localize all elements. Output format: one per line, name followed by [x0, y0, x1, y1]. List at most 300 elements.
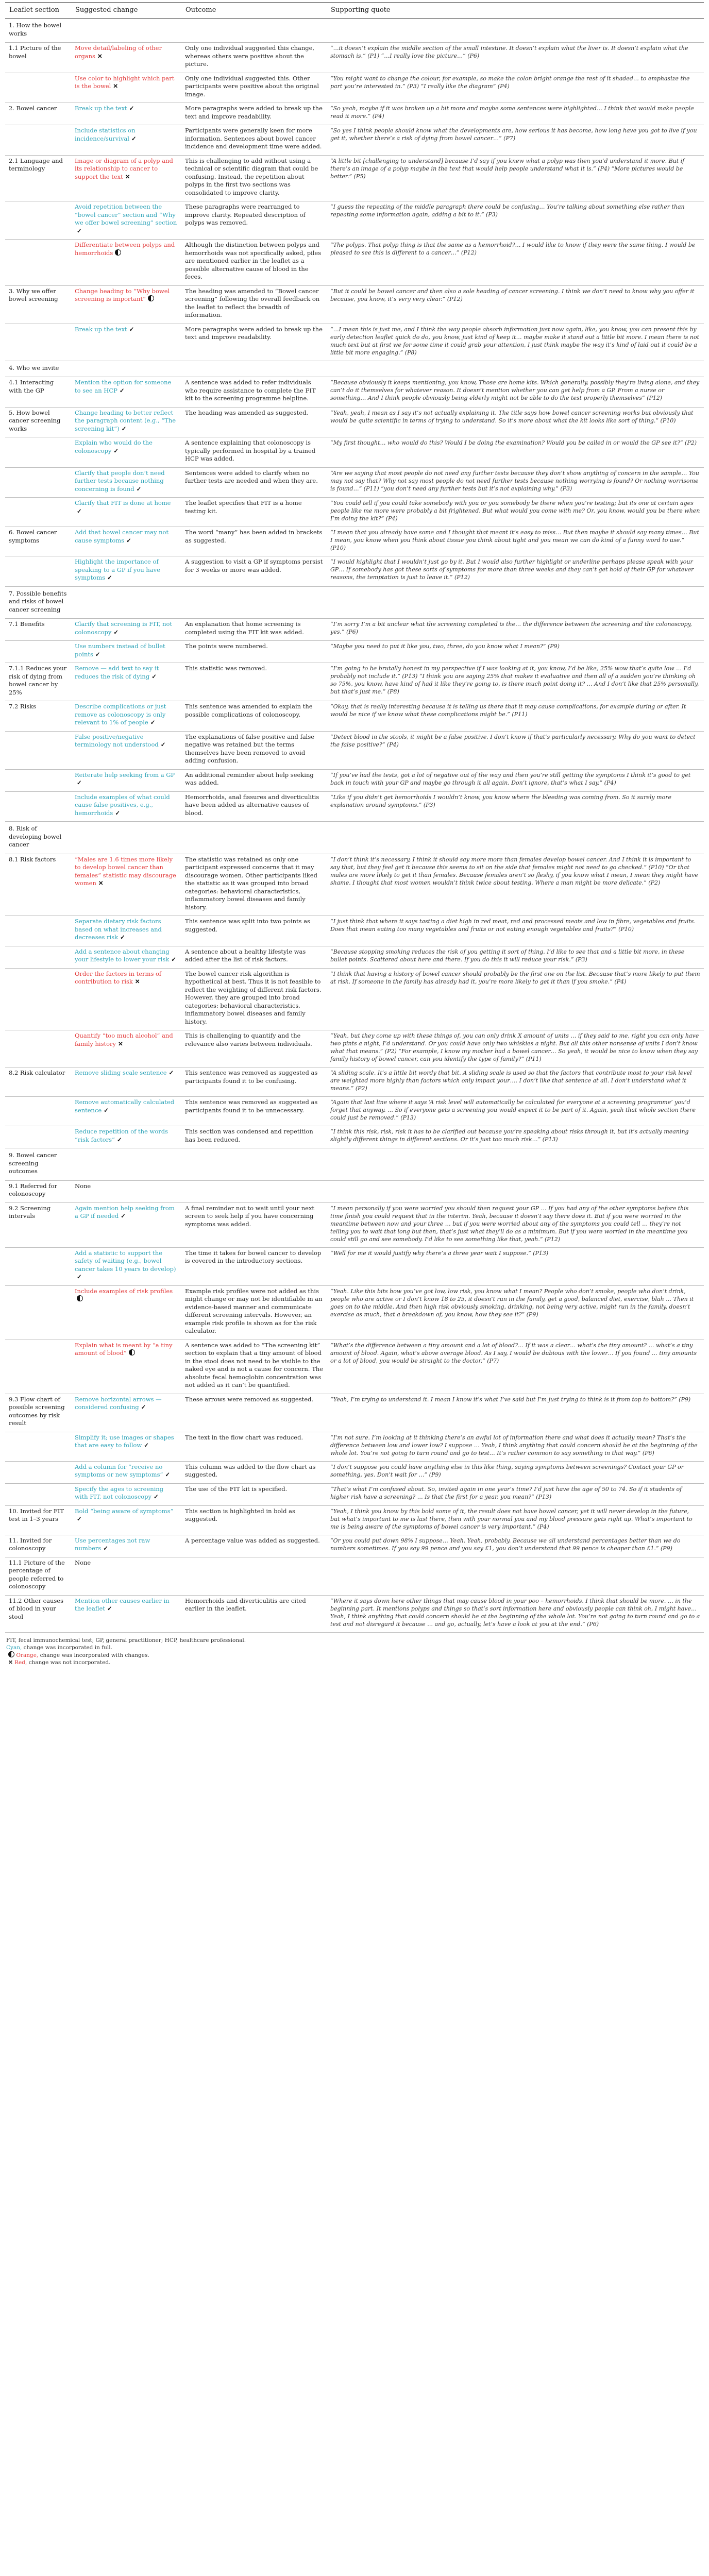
cell-section [5, 1483, 71, 1505]
cell-quote: “Because stopping smoking reduces the risk of you getting it sort of thing. I’d like to see that and a little bit more, in these bullet points. Scattered about here and there. If you do this it will reduce your risk.” (P3) [327, 946, 704, 968]
check-icon: ✓ [120, 934, 125, 941]
cell-outcome [181, 361, 327, 377]
cell-outcome: Although the distinction between polyps and hemorrhoids was not specifically asked, piles are mentioned earlier in the leaflet as a possible alternative cause of blood in the feces. [181, 240, 327, 286]
cell-section: 11.2 Other causes of blood in your stool [5, 1595, 71, 1632]
cell-quote: “Yeah, I’m trying to understand it. I mean I know it’s what I’ve said but I’m just trying to think is it from top to bottom?” (P9) [327, 1394, 704, 1432]
table-row [5, 1202, 704, 1247]
cell-suggestion [71, 1030, 181, 1067]
cell-suggestion [71, 1126, 181, 1148]
suggestion-text: Highlight the importance of speaking to a GP if you have symptoms [75, 558, 160, 581]
cell-outcome [181, 19, 327, 43]
cell-quote: “I mean that you already have some and I thought that meant it’s easy to miss… But then maybe it should say many times… But I mean, you know when you think about tissue you think about tight and you mean we can do kind of a funny word to use.” (P10) [327, 527, 704, 556]
legend-accepted-label: Cyan, [6, 1644, 22, 1651]
suggestion-text: None [75, 1558, 91, 1566]
cell-section: 9. Bowel cancer screening outcomes [5, 1148, 71, 1181]
cell-quote: “Because obviously it keeps mentioning, you know, Those are home kits. Which generally, possibly they’re living alone, and they can’t do it themselves for whatever reason. It doesn’t mention whether you can get help from a GP. From a nurse or something… And I think people obviously being elderly might not be able to do the test properly themselves” (P12) [327, 377, 704, 408]
cell-section [5, 731, 71, 769]
suggestion-text: Remove automatically calculated sentence [75, 1098, 175, 1114]
suggestion-text: False positive/negative terminology not understood [75, 733, 159, 748]
legend-changes-label: Orange, [16, 1652, 39, 1658]
table-row [5, 769, 704, 791]
cell-outcome: A percentage value was added as suggested. [181, 1535, 327, 1557]
cell-suggestion [71, 155, 181, 201]
cell-outcome [181, 1557, 327, 1595]
cell-outcome: The time it takes for bowel cancer to develop is covered in the introductory sections. [181, 1247, 327, 1285]
table-row [5, 1483, 704, 1505]
suggestion-text: Clarify that screening is FIT, not colonoscopy [75, 620, 173, 636]
cell-quote [327, 361, 704, 377]
cell-suggestion [71, 285, 181, 324]
cell-section: 4.1 Interacting with the GP [5, 377, 71, 408]
table-footnote [5, 1633, 704, 1666]
cell-suggestion [71, 240, 181, 286]
cell-section: 2. Bowel cancer [5, 103, 71, 125]
cell-outcome: More paragraphs were added to break up the text and improve readability. [181, 324, 327, 361]
cell-outcome: The explanations of false positive and false negative was retained but the terms themselves have been removed to avoid adding confusion. [181, 731, 327, 769]
cell-suggestion [71, 1247, 181, 1285]
suggestion-text: Describe complications or just remove as colonoscopy is only relevant to 1% of people [75, 703, 166, 726]
cell-quote [327, 822, 704, 854]
suggestion-text: None [75, 1182, 91, 1190]
table-row [5, 822, 704, 854]
footnote-legend-changes [6, 1651, 703, 1659]
table-row [5, 1030, 704, 1067]
check-icon: ✓ [113, 628, 119, 636]
cell-section: 6. Bowel cancer symptoms [5, 527, 71, 556]
cell-section [5, 1461, 71, 1483]
cell-suggestion [71, 854, 181, 916]
suggestion-text: Change heading to “Why bowel screening is important” [75, 287, 170, 302]
check-icon: ✓ [107, 1605, 112, 1612]
cell-suggestion [71, 1148, 181, 1181]
check-icon: ✓ [141, 1403, 146, 1411]
cell-outcome: A sentence was added to “The screening kit” section to explain that a tiny amount of blood in the stool does not need to be visible to the naked eye and is not a cause for concern. The absolute fecal hemoglobin concentration was not added as it can’t be quantified. [181, 1340, 327, 1394]
suggestion-text: “Males are 1.6 times more likely to develop bowel cancer than females” statistic may discourage women [75, 855, 176, 887]
check-icon: ✓ [121, 1212, 126, 1219]
half-circle-icon [115, 249, 121, 256]
table-row [5, 498, 704, 527]
table-row [5, 73, 704, 103]
suggestion-text: Mention other causes earlier in the leaflet [75, 1597, 170, 1612]
cell-outcome [181, 822, 327, 854]
suggestion-text: Break up the text [75, 105, 127, 112]
suggestion-text: Clarify that people don’t need further tests because nothing concerning is found [75, 469, 165, 493]
cell-quote: “I don’t think it’s necessary, I think it should say more more than females develop bowel cancer. And I think it is important to say that, but they feel get it because this seems to sit on the side that females might not need to go checked.” (P10) “Or that males are more likely to get it than females. Because females aren’t so fleshy, if you know what I mean, I mean they might have shame. I thought that most women wouldn’t think twice about testing. Where a man might be more delicate.” (P2) [327, 854, 704, 916]
cell-suggestion [71, 103, 181, 125]
cell-section [5, 324, 71, 361]
check-icon: ✓ [151, 672, 157, 680]
check-icon: ✓ [104, 1106, 109, 1114]
cell-suggestion [71, 1340, 181, 1394]
suggestion-text: Again mention help seeking from a GP if needed [75, 1204, 175, 1219]
cell-suggestion [71, 769, 181, 791]
cell-outcome: The statistic was retained as only one participant expressed concerns that it may discourage women. Other participants liked the statistic as it was grouped into broad categories: behavioral characteristics, inflammatory bowel diseases and family history. [181, 854, 327, 916]
table-row [5, 1247, 704, 1285]
cell-quote: “My first thought… who would do this? Would I be doing the examination? Would you be called in or would the GP see it?” (P2) [327, 437, 704, 468]
table-row [5, 1432, 704, 1461]
table-row [5, 201, 704, 240]
cell-section [5, 1340, 71, 1394]
table-row [5, 103, 704, 125]
table-row [5, 731, 704, 769]
cell-quote: “I would highlight that I wouldn’t just go by it. But I would also further highlight or underline perhaps please speak with your GP… If somebody has got these sorts of symptoms for more than three weeks and they can’t get hold of their GP for whatever reasons, the temptation is just to leave it.” (P12) [327, 556, 704, 587]
cell-suggestion [71, 1557, 181, 1595]
cross-icon: ✕ [98, 879, 104, 887]
table-row [5, 1557, 704, 1595]
cell-quote: “I guess the repeating of the middle paragraph there could be confusing… You’re talking about something else rather than repeating some information again, adding a bit to it.” (P3) [327, 201, 704, 240]
suggestion-text: Remove horizontal arrows — considered confusing [75, 1395, 162, 1411]
cell-outcome: Participants were generally keen for more information. Sentences about bowel cancer incidence and development time were added. [181, 125, 327, 156]
cell-quote: “I’m not sure. I’m looking at it thinking there’s an awful lot of information there and what does it actually mean? That’s the difference between low and lower low? I suppose … Yeah, I think anything that could concern should be at the beginning of the whole lot. You’re not going to turn round and go to test… It’s rather common to say something in that way.” (P6) [327, 1432, 704, 1461]
table-row [5, 1461, 704, 1483]
table-row [5, 377, 704, 408]
cell-quote: “Yeah, I think you know by this bold some of it, the result does not have bowel cancer, yet it will never develop in the future, but what’s important to me is last there, then with your normal you and my blood pressure gets right up. What’s important to me is being aware of the symptoms of bowel cancer is very important.” (P4) [327, 1505, 704, 1535]
cross-icon: ✕ [125, 173, 130, 180]
cell-outcome: A sentence was added to refer individuals who require assistance to complete the FIT kit to the screening programme helpline. [181, 377, 327, 408]
check-icon: ✓ [115, 809, 120, 817]
table-row [5, 240, 704, 286]
cell-suggestion [71, 822, 181, 854]
cell-outcome [181, 586, 327, 619]
cell-section [5, 1285, 71, 1340]
cell-suggestion [71, 73, 181, 103]
cell-section: 11.1 Picture of the percentage of people referred to colonoscopy [5, 1557, 71, 1595]
suggestion-text: Separate dietary risk factors based on what increases and decreases risk [75, 918, 162, 941]
table-row [5, 285, 704, 324]
table-row [5, 663, 704, 701]
cell-quote: “So yeah, maybe if it was broken up a bit more and maybe some sentences were highlighted… I think that would make people read it more.” (P4) [327, 103, 704, 125]
cell-suggestion [71, 1180, 181, 1202]
cell-quote: “I mean personally if you were worried you should then request your GP … If you had any of the other symptoms before this time finish you could request that in the interim. Yeah, because it doesn’t say there does it. But if you were worried in the meantime between now and your three … but if you were worried about any of the symptoms you could tell … they’re not telling you to wait that long but then, that’s just what they’ll do as a minimum. But if you were worried in the meantime you could still go and see somebody. I’d like to see something like that, yeah.” (P12) [327, 1202, 704, 1247]
cell-section [5, 125, 71, 156]
cell-suggestion [71, 1097, 181, 1126]
cell-suggestion [71, 324, 181, 361]
suggestion-text: Differentiate between polyps and hemorrhoids [75, 241, 175, 257]
check-icon: ✓ [144, 1442, 149, 1449]
feedback-table [5, 2, 704, 1633]
suggestion-text: Add a sentence about changing your lifestyle to lower your risk [75, 947, 170, 963]
cell-outcome: The use of the FIT kit is specified. [181, 1483, 327, 1505]
cell-suggestion [71, 791, 181, 822]
table-row [5, 1180, 704, 1202]
cell-quote: “Yeah. Like this bits how you’ve got low, low risk, you know what I mean? People who don’t smoke, people who don’t drink, people who are active or I don’t know 18 to 25, it doesn’t run in the family, get a good, balanced diet, exercise, blah … Then it goes on to the middle. And then high risk obviously smoking, drinking, not being very active, might run in the family, doesn’t exercise as much, that a breakdown of, you know, how they see it?” (P9) [327, 1285, 704, 1340]
cell-section: 9.1 Referred for colonoscopy [5, 1180, 71, 1202]
half-circle-icon [77, 1295, 83, 1301]
cell-outcome: Sentences were added to clarify when no further tests are needed and when they are. [181, 467, 327, 498]
cell-suggestion [71, 201, 181, 240]
check-icon: ✓ [77, 779, 82, 786]
cell-outcome [181, 1180, 327, 1202]
cell-section [5, 556, 71, 587]
cell-section: 10. Invited for FIT test in 1–3 years [5, 1505, 71, 1535]
cell-section [5, 240, 71, 286]
suggestion-text: Break up the text [75, 325, 127, 333]
table-row [5, 1126, 704, 1148]
cell-suggestion [71, 619, 181, 641]
suggestion-text: Explain what is meant by “a tiny amount of blood” [75, 1341, 173, 1357]
check-icon: ✓ [121, 425, 127, 432]
half-circle-icon [129, 1349, 135, 1355]
cell-outcome: This sentence was removed as suggested as participants found it to be unnecessary. [181, 1097, 327, 1126]
cell-quote: “So yes I think people should know what the developments are, how serious it has become, how long have you got to live if you get it, whether there’s a risk of dying from bowel cancer…” (P7) [327, 125, 704, 156]
cell-section: 7.1.1 Reduces your risk of dying from bowel cancer by 25% [5, 663, 71, 701]
header-section: Leaflet section [5, 3, 71, 19]
table-row [5, 946, 704, 968]
cell-section [5, 769, 71, 791]
check-icon: ✓ [165, 1471, 170, 1478]
cell-outcome: This section is highlighted in bold as suggested. [181, 1505, 327, 1535]
suggestion-text: Reduce repetition of the words “risk factors” [75, 1128, 168, 1143]
table-body [5, 19, 704, 1633]
cell-quote: “You might want to change the colour, for example, so make the colon bright orange the rest of it shaded… to emphasize the part you’re interested in.” (P3) “I really like the diagram” (P4) [327, 73, 704, 103]
check-icon: ✓ [95, 650, 100, 658]
cell-section: 8.1 Risk factors [5, 854, 71, 916]
cell-quote: “I don’t suppose you could have anything else in this like thing, saying symptoms between screenings? Contact your GP or something, yes. Don’t wait for …” (P9) [327, 1461, 704, 1483]
cell-outcome: The bowel cancer risk algorithm is hypothetical at best. Thus it is not feasible to reflect the weighting of different risk factors. However, they are grouped into broad categories: behavioral characteristics, inflammatory bowel diseases and family history. [181, 968, 327, 1030]
cell-suggestion [71, 1285, 181, 1340]
suggestion-text: Add that bowel cancer may not cause symptoms [75, 529, 169, 544]
check-icon: ✓ [129, 325, 134, 333]
cell-outcome: Hemorrhoids and diverticulitis are cited earlier in the leaflet. [181, 1595, 327, 1632]
cell-outcome: Only one individual suggested this. Other participants were positive about the original image. [181, 73, 327, 103]
cell-quote: “If you’ve had the tests, got a lot of negative out of the way and then you’re still getting the symptoms I think it’s good to get back in touch with your GP and maybe go through it all again. Don’t ignore, that’s what I say.” (P4) [327, 769, 704, 791]
cell-quote: “Detect blood in the stools, it might be a false positive. I don’t know if that’s particularly necessary. Why do you want to detect the false positive?” (P4) [327, 731, 704, 769]
cross-icon: ✕ [97, 52, 103, 60]
cell-outcome: A sentence about a healthy lifestyle was added after the list of risk factors. [181, 946, 327, 968]
cell-quote [327, 586, 704, 619]
cell-quote: “You could tell if you could take somebody with you or you somebody be there when you’re testing; but its one at certain ages people like me more were probably a bit frightened. But what would you come with me? Or, you know, would you be there when I’m doing the kit?” (P4) [327, 498, 704, 527]
cell-quote: “But it could be bowel cancer and then also a sole heading of cancer screening. I think we don’t need to know why you offer it because, you know, it’s very very clear.” (P12) [327, 285, 704, 324]
cell-outcome: These arrows were removed as suggested. [181, 1394, 327, 1432]
table-row [5, 1097, 704, 1126]
suggestion-text: Include examples of risk profiles [75, 1287, 173, 1295]
cross-icon: ✕ [118, 1040, 123, 1047]
table-row [5, 361, 704, 377]
cell-quote: “Like if you didn’t get hemorrhoids I wouldn’t know, you know where the bleeding was coming from. So it surely more explanation around symptoms.” (P3) [327, 791, 704, 822]
cell-suggestion [71, 437, 181, 468]
check-icon: ✓ [129, 105, 134, 112]
cell-suggestion [71, 361, 181, 377]
footnote-legend-not [6, 1659, 703, 1666]
cell-outcome: The text in the flow chart was reduced. [181, 1432, 327, 1461]
suggestion-text: Avoid repetition between the “bowel cancer” section and “Why we offer bowel screening” section [75, 203, 177, 226]
cell-outcome: Only one individual suggested this change, whereas others were positive about the picture. [181, 43, 327, 73]
table-row [5, 1067, 704, 1097]
cell-suggestion [71, 407, 181, 437]
cell-section [5, 1247, 71, 1285]
cell-suggestion [71, 663, 181, 701]
suggestion-text: Specify the ages to screening with FIT, not colonoscopy [75, 1485, 164, 1500]
cell-outcome: Hemorrhoids, anal fissures and diverticulitis have been added as alternative causes of blood. [181, 791, 327, 822]
cell-section: 8. Risk of developing bowel cancer [5, 822, 71, 854]
check-icon: ✓ [168, 1069, 174, 1076]
table-row [5, 556, 704, 587]
cell-quote: “I’m sorry I’m a bit unclear what the screening completed is the… the difference between the screening and the colonoscopy, yes.” (P6) [327, 619, 704, 641]
table-row [5, 1505, 704, 1535]
table-row [5, 527, 704, 556]
cell-suggestion [71, 731, 181, 769]
cell-section: 9.3 Flow chart of possible screening outcomes by risk result [5, 1394, 71, 1432]
cell-quote: “Yeah, but they come up with these things of, you can only drink X amount of units … if they said to me, right you can only have two pints a night, I’d understand. Or you could have only two whiskies a night. But all this other nonsense of units I don’t know what that means.” (P2) “For example, I know my mother had a bowel cancer… So yeah, it would be nice to know when they say family history of bowel cancer, can you identify the type of family?” (P11) [327, 1030, 704, 1067]
table-row [5, 701, 704, 732]
cell-section [5, 791, 71, 822]
cell-suggestion [71, 586, 181, 619]
header-suggestion: Suggested change [71, 3, 181, 19]
suggestion-text: Add a column for “receive no symptoms or new symptoms” [75, 1463, 163, 1478]
cell-suggestion [71, 556, 181, 587]
cell-suggestion [71, 19, 181, 43]
check-icon: ✓ [154, 1493, 159, 1500]
cell-section [5, 1126, 71, 1148]
cell-outcome: The heading was amended to “Bowel cancer screening” following the overall feedback on the leaflet to reflect the breadth of information. [181, 285, 327, 324]
cell-outcome: A final reminder not to wait until your next screen to seek help if you have concerning symptoms was added. [181, 1202, 327, 1247]
cell-suggestion [71, 125, 181, 156]
cell-section: 11. Invited for colonoscopy [5, 1535, 71, 1557]
cell-suggestion [71, 968, 181, 1030]
table-row [5, 467, 704, 498]
suggestion-text: Include statistics on incidence/survival [75, 127, 136, 142]
legend-changes-text: change was incorporated with changes. [40, 1652, 149, 1658]
table-row [5, 968, 704, 1030]
cell-quote: “The polyps. That polyp thing is that the same as a hemorrhoid?… I would like to know if they were the same thing. I would be pleased to see this is different to a cancer…” (P12) [327, 240, 704, 286]
cell-suggestion [71, 377, 181, 408]
cell-section [5, 1097, 71, 1126]
check-icon: ✓ [160, 741, 166, 748]
suggestion-text: Mention the option for someone to see an HCP [75, 379, 172, 394]
cell-outcome: A sentence explaining that colonoscopy is typically performed in hospital by a trained HCP was added. [181, 437, 327, 468]
cell-suggestion [71, 946, 181, 968]
table-row [5, 1394, 704, 1432]
table-row [5, 437, 704, 468]
cross-icon: ✕ [134, 978, 140, 985]
suggestion-text: Use color to highlight which part is the bowel [75, 74, 175, 90]
cell-section: 7. Possible benefits and risks of bowel cancer screening [5, 586, 71, 619]
suggestion-text: Include examples of what could cause false positives, e.g., hemorrhoids [75, 793, 170, 817]
half-circle-icon [148, 295, 154, 301]
check-icon: ✓ [77, 507, 82, 515]
suggestion-text: Remove sliding scale sentence [75, 1069, 167, 1076]
table-row [5, 407, 704, 437]
table-row [5, 1535, 704, 1557]
table-row [5, 1595, 704, 1632]
cell-section [5, 946, 71, 968]
cell-suggestion [71, 1461, 181, 1483]
cell-quote: “What’s the difference between a tiny amount and a lot of blood?… If it was a clear… what’s the tiny amount? … what’s a tiny amount of blood. Again, what’s above average blood. As I say, I would be dubious with the lower… If you found … tiny amounts or a lot of blood, you would be straight to the doctor.” (P7) [327, 1340, 704, 1394]
cell-suggestion [71, 1067, 181, 1097]
cell-suggestion [71, 641, 181, 663]
cell-quote: “…I mean this is just me, and I think the way people absorb information just now again, like, you know, you can present this by early detection leaflet quick do do, you know, just kind of keep it… maybe make it stand out a little bit more. I mean there is not much text but at first we for some time it could grab your attention, I just think maybe the way it’s kind of laid out it could be a little bit more engaging.” (P8) [327, 324, 704, 361]
cell-section: 8.2 Risk calculator [5, 1067, 71, 1097]
cell-outcome: This is challenging to quantify and the relevance also varies between individuals. [181, 1030, 327, 1067]
cell-outcome: This sentence was split into two points as suggested. [181, 916, 327, 946]
cell-quote: “Okay, that is really interesting because it is telling us there that it may cause complications, for example during or after. It would be nice if we know what these complications might be.” (P11) [327, 701, 704, 732]
cell-section [5, 437, 71, 468]
table-row [5, 125, 704, 156]
check-icon: ✓ [77, 1273, 82, 1280]
cell-suggestion [71, 527, 181, 556]
table-row [5, 1285, 704, 1340]
check-icon: ✓ [131, 134, 137, 142]
cell-outcome: More paragraphs were added to break up the text and improve readability. [181, 103, 327, 125]
legend-not-label: Red, [14, 1659, 27, 1666]
cell-quote: “I think that having a history of bowel cancer should probably be the first one on the list. Because that’s more likely to put them at risk. If someone in the family has already had it, you’re more likely to get it than if you smoke.” (P4) [327, 968, 704, 1030]
cross-icon: ✕ [113, 82, 118, 90]
check-icon: ✓ [77, 1515, 82, 1522]
cell-quote: “A little bit [challenging to understand] because I’d say if you knew what a polyp was then you’d understand it more. But if there’s an image of a polyp maybe in the text that would help people understand what it is.” (P4) “More pictures would be better.” (P5) [327, 155, 704, 201]
table-row [5, 619, 704, 641]
cell-quote: “Or you could put down 98% I suppose… Yeah. Yeah, probably. Because we all understand percentages better than we do numbers sometimes. If you say 99 pence and you say £1, you don’t understand that 99 pence is cheaper than £1.” (P9) [327, 1535, 704, 1557]
cell-quote: “I just think that where it says tasting a diet high in red meat, red and processed meats and low in fibre, vegetables and fruits. Does that mean eating too many vegetables and fruits or not eating enough vegetables and fruits?” (P10) [327, 916, 704, 946]
legend-not-text: change was not incorporated. [28, 1659, 111, 1666]
cell-outcome: A suggestion to visit a GP if symptoms persist for 3 weeks or more was added. [181, 556, 327, 587]
cell-section: 7.2 Risks [5, 701, 71, 732]
cell-quote: “A sliding scale. It’s a little bit wordy that bit. A sliding scale is used so that the factors that contribute most to your risk level are weighted more highly than factors which only impact your…. I don’t like that sentence at all. I don’t understand what it means.” (P2) [327, 1067, 704, 1097]
cell-section [5, 1030, 71, 1067]
table-row [5, 43, 704, 73]
check-icon: ✓ [126, 536, 131, 544]
check-icon: ✓ [113, 447, 119, 454]
legend-changes-icon [8, 1651, 14, 1657]
cell-section: 9.2 Screening intervals [5, 1202, 71, 1247]
cell-outcome: This sentence was removed as suggested as participants found it to be confusing. [181, 1067, 327, 1097]
cell-outcome: The leaflet specifies that FIT is a home testing kit. [181, 498, 327, 527]
table-row [5, 586, 704, 619]
cell-suggestion [71, 1505, 181, 1535]
header-row [5, 3, 704, 19]
cell-section: 7.1 Benefits [5, 619, 71, 641]
cell-outcome: Example risk profiles were not added as this might change or may not be identifiable in an evidence-based manner and communicate different screening intervals. However, an example risk profile is shown as for the risk calculator. [181, 1285, 327, 1340]
suggestion-text: Clarify that FIT is done at home [75, 499, 171, 506]
check-icon: ✓ [150, 719, 156, 726]
suggestion-text: Move detail/labeling of other organs [75, 44, 162, 60]
cell-outcome: An additional reminder about help seeking was added. [181, 769, 327, 791]
suggestion-text: Use percentages not raw numbers [75, 1536, 150, 1552]
cell-section [5, 916, 71, 946]
cell-section [5, 1432, 71, 1461]
cell-quote: “Are we saying that most people do not need any further tests because they don’t show anything of concern in the sample… You may not say that? Why not say most people do not need further tests because nothing worrying is found? Or nothing worrisome is found…” (P11) “you don’t need any further tests but it’s not explaining why.” (P3) [327, 467, 704, 498]
cell-outcome: This is challenging to add without using a technical or scientific diagram that could be confusing. Instead, the repetition about polyps in the first two sections was consolidated to improve clarity. [181, 155, 327, 201]
cell-quote [327, 19, 704, 43]
cell-quote: “I’m going to be brutally honest in my perspective if I was looking at it, you know, I’d be like, 25% wow that’s quite low … I’d probably not include it.” (P13) “I think you are saying 25% that makes it evaluative and then all of a sudden you’re thinking oh so 75%, you know, have kind of had it like they’re going to, is there much point doing it? … And I don’t like that 25% personally, but that’s just me.” (P8) [327, 663, 704, 701]
cell-outcome: This sentence was amended to explain the possible complications of colonoscopy. [181, 701, 327, 732]
suggestion-text: Image or diagram of a polyp and its relationship to cancer to support the text [75, 157, 173, 180]
suggestion-text: Quantify “too much alcohol” and family history [75, 1032, 173, 1047]
cell-outcome [181, 1148, 327, 1181]
suggestion-text: Use numbers instead of bullet points [75, 642, 165, 658]
cell-suggestion [71, 498, 181, 527]
cell-quote: “I think this risk, risk, risk it has to be clarified out because you’re speaking about risks through it, but it’s actually meaning slightly different things in different sections. Or it’s just too much risk…” (P13) [327, 1126, 704, 1148]
cell-section [5, 498, 71, 527]
suggestion-text: Reiterate help seeking from a GP [75, 771, 175, 778]
suggestion-text: Bold “being aware of symptoms” [75, 1507, 174, 1515]
cell-quote: “That’s what I’m confused about. So, invited again in one year’s time? I’d just have the age of 50 to 74. So if it students of higher risk have a screening? … Is that the first for a year, you mean?” (P13) [327, 1483, 704, 1505]
cell-outcome: The word “many” has been added in brackets as suggested. [181, 527, 327, 556]
cell-section [5, 73, 71, 103]
table-row [5, 19, 704, 43]
cell-section [5, 201, 71, 240]
check-icon: ✓ [103, 1545, 108, 1552]
cell-quote: “Maybe you need to put it like you, two, three, do you know what I mean?” (P9) [327, 641, 704, 663]
cell-section: 1.1 Picture of the bowel [5, 43, 71, 73]
cell-section: 2.1 Language and terminology [5, 155, 71, 201]
cell-section [5, 968, 71, 1030]
cell-quote: “…it doesn’t explain the middle section of the small intestine. It doesn’t explain what the liver is. It doesn’t explain what the stomach is.” (P1) “…I really love the picture…” (P6) [327, 43, 704, 73]
cell-suggestion [71, 467, 181, 498]
check-icon: ✓ [107, 574, 112, 581]
suggestion-text: Remove — add text to say it reduces the risk of dying [75, 665, 159, 680]
table-row [5, 324, 704, 361]
table-row [5, 641, 704, 663]
